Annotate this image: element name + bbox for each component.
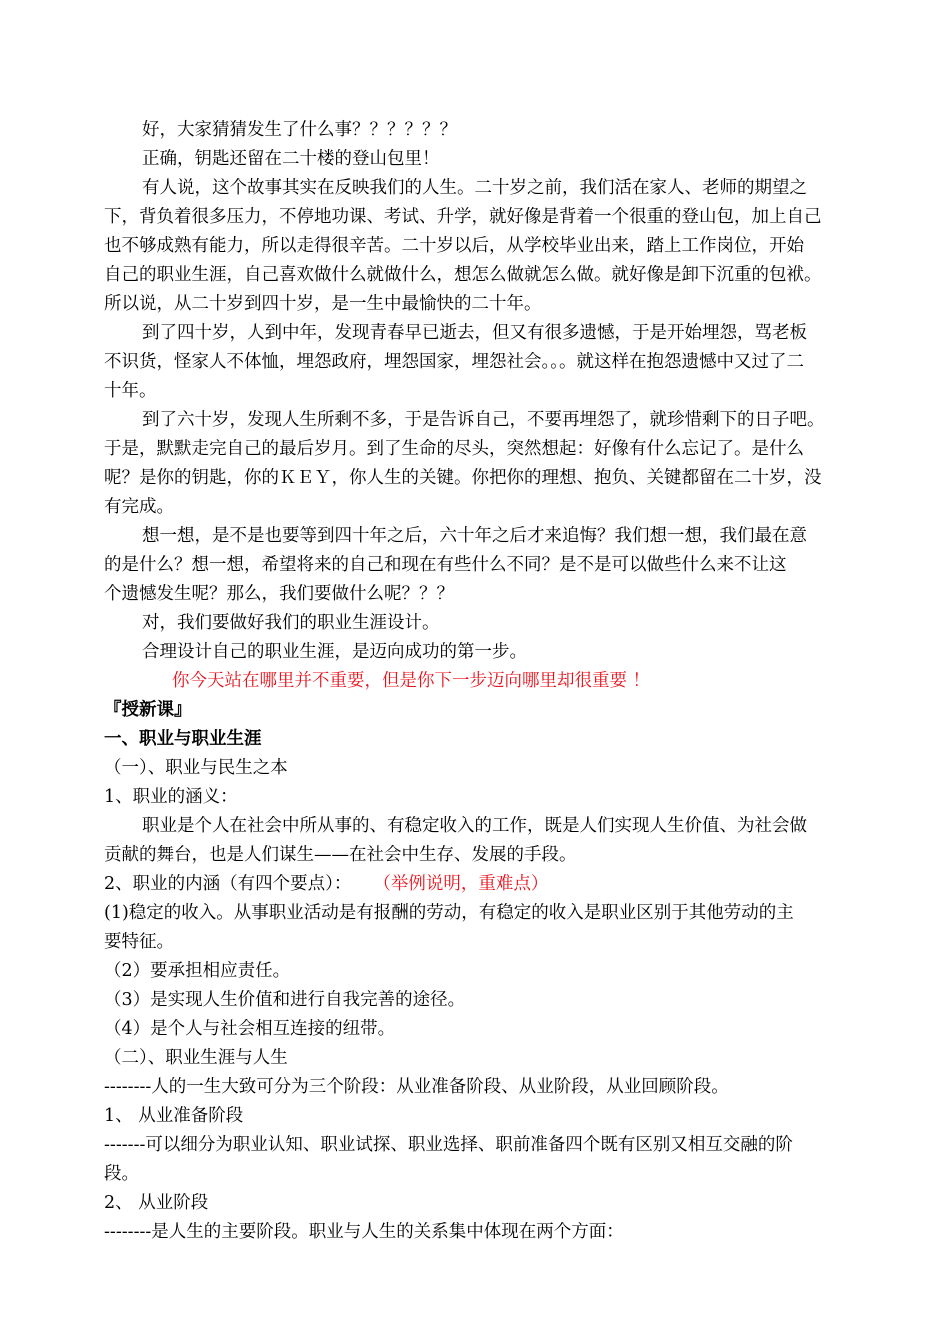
paragraph-line: 于是，默默走完自己的最后岁月。到了生命的尽头，突然想起：好像有什么忘记了。是什么 (104, 439, 804, 459)
paragraph-line: 有人说，这个故事其实在反映我们的人生。二十岁之前，我们活在家人、老师的期望之 (142, 178, 807, 198)
paragraph-line: --------人的一生大致可分为三个阶段：从业准备阶段、从业阶段，从业回顾阶段。 (104, 1077, 729, 1097)
paragraph-line: 段。 (104, 1164, 139, 1184)
list-item-continuation: 要特征。 (104, 932, 174, 952)
list-item: （2）要承担相应责任。 (104, 961, 291, 981)
subsection-heading: （二）、职业生涯与人生 (104, 1048, 288, 1068)
paragraph-line: 对，我们要做好我们的职业生涯设计。 (142, 613, 440, 633)
item-heading: 2、 从业阶段 (104, 1193, 209, 1213)
paragraph-line: 正确，钥匙还留在二十楼的登山包里！ (142, 149, 440, 169)
paragraph-line: 所以说，从二十岁到四十岁，是一生中最愉快的二十年。 (104, 294, 542, 314)
paragraph-line: 也不够成熟有能力，所以走得很辛苦。二十岁以后，从学校毕业出来，踏上工作岗位，开始 (104, 236, 804, 256)
paragraph-line: 贡献的舞台，也是人们谋生——在社会中生存、发展的手段。 (104, 845, 577, 865)
document-page (104, 116, 850, 1247)
item-heading-with-note (104, 870, 850, 899)
list-item: （4）是个人与社会相互连接的纽带。 (104, 1019, 396, 1039)
section-heading-career: 一、职业与职业生涯 (104, 729, 262, 749)
paragraph-line: 的是什么？想一想，希望将来的自己和现在有些什么不同？是不是可以做些什么来不让这 (104, 555, 787, 575)
teaching-note: （举例说明，重难点） (373, 874, 549, 894)
paragraph-line: 职业是个人在社会中所从事的、有稳定收入的工作，既是人们实现人生价值、为社会做 (142, 816, 807, 836)
paragraph-line: 想一想，是不是也要等到四十年之后，六十年之后才来追悔？我们想一想，我们最在意 (142, 526, 807, 546)
list-item: （3）是实现人生价值和进行自我完善的途径。 (104, 990, 466, 1010)
paragraph-line: 到了六十岁，发现人生所剩不多，于是告诉自己，不要再埋怨了，就珍惜剩下的日子吧。 (142, 410, 825, 430)
paragraph-line: 下，背负着很多压力，不停地功课、考试、升学，就好像是背着一个很重的登山包，加上自己 (104, 207, 822, 227)
paragraph-line: 有完成。 (104, 497, 174, 517)
paragraph-line: --------是人生的主要阶段。职业与人生的关系集中体现在两个方面： (104, 1222, 624, 1242)
item-heading-text: 2、职业的内涵（有四个要点）： (104, 874, 352, 894)
subsection-heading: （一）、职业与民生之本 (104, 758, 288, 778)
paragraph-line: 呢？是你的钥匙，你的ＫＥＹ，你人生的关键。你把你的理想、抱负、关键都留在二十岁，没 (104, 468, 822, 488)
paragraph-line: -------可以细分为职业认知、职业试探、职业选择、职前准备四个既有区别又相互交融的阶 (104, 1135, 793, 1155)
paragraph-line: 合理设计自己的职业生涯，是迈向成功的第一步。 (142, 642, 527, 662)
paragraph-line: 到了四十岁，人到中年，发现青春早已逝去，但又有很多遗憾，于是开始埋怨，骂老板 (142, 323, 807, 343)
paragraph-line: 不识货，怪家人不体恤，埋怨政府，埋怨国家，埋怨社会。。。就这样在抱怨遗憾中又过了二 (104, 352, 804, 372)
highlight-quote: 你今天站在哪里并不重要，但是你下一步迈向哪里却很重要 ！ (172, 671, 651, 691)
list-item: (1)稳定的收入。从事职业活动是有报酬的劳动，有稳定的收入是职业区别于其他劳动的主 (104, 903, 794, 923)
item-heading: 1、 从业准备阶段 (104, 1106, 244, 1126)
paragraph-line: 好，大家猜猜发生了什么事？？？？？？ (142, 120, 457, 140)
section-heading-new-lesson: 『授新课』 (104, 700, 192, 720)
paragraph-line: 自己的职业生涯，自己喜欢做什么就做什么，想怎么做就怎么做。就好像是卸下沉重的包袱。 (104, 265, 822, 285)
item-heading: 1、职业的涵义： (104, 787, 238, 807)
paragraph-line: 十年。 (104, 381, 157, 401)
paragraph-line: 个遗憾发生呢？那么，我们要做什么呢？？？ (104, 584, 454, 604)
